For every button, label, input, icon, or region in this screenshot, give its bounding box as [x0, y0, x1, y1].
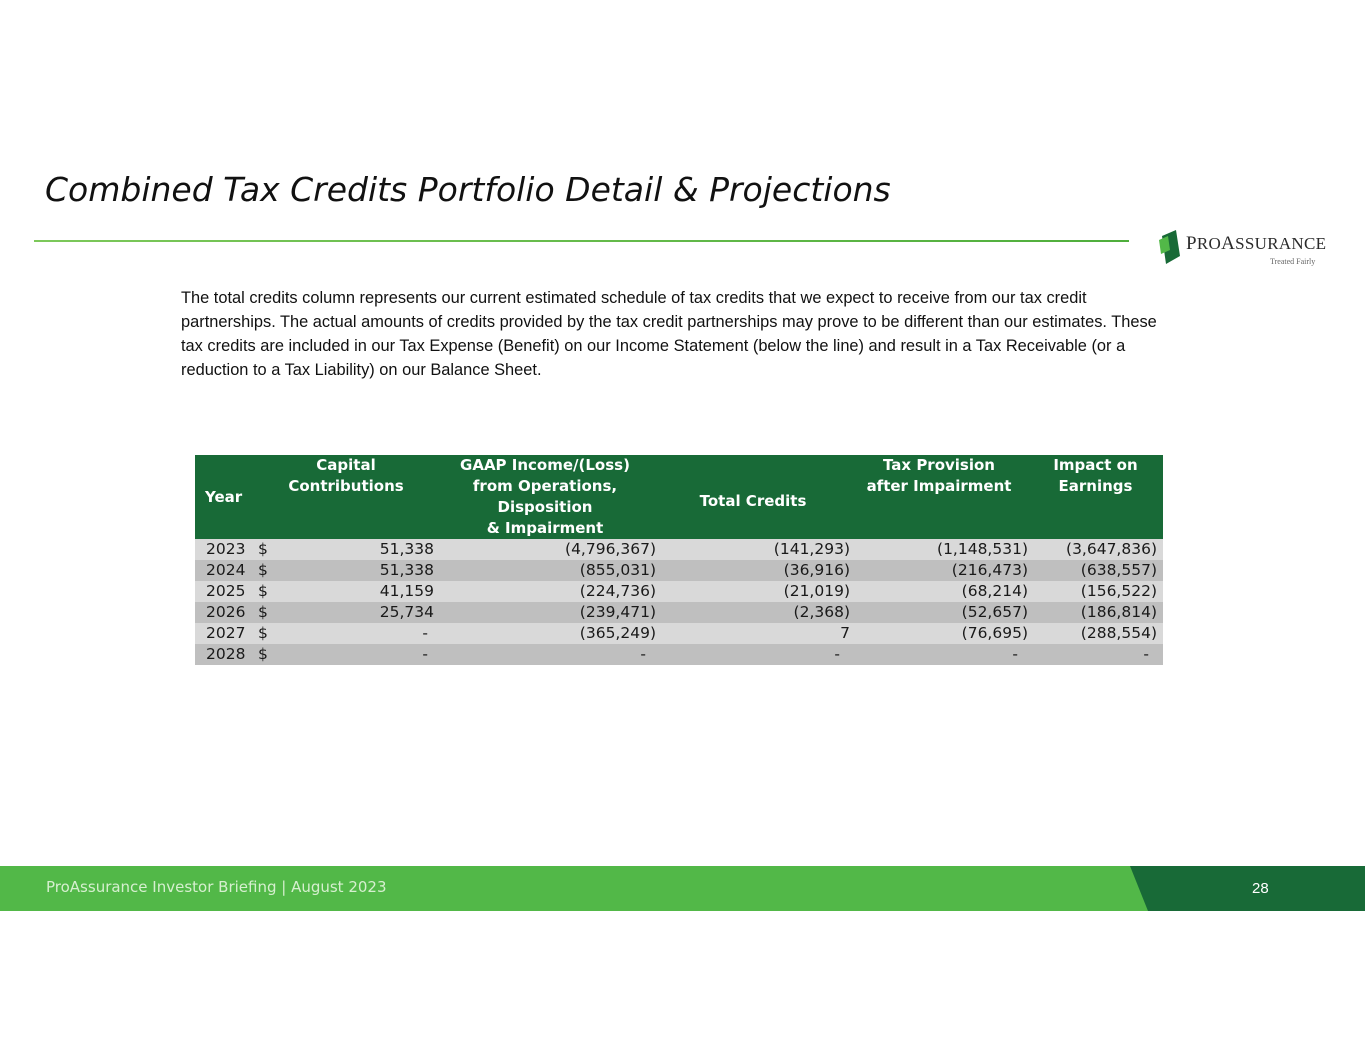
table-row — [195, 602, 1163, 623]
cell-gaap: (365,249) — [434, 623, 656, 644]
cell-capital: - — [278, 623, 434, 644]
cell-total-credits: 7 — [656, 623, 850, 644]
cell-tax-provision: (76,695) — [850, 623, 1028, 644]
logo-tagline: Treated Fairly — [1270, 257, 1316, 266]
logo-mark-icon — [1158, 230, 1182, 266]
table-row — [195, 623, 1163, 644]
cell-tax-provision: - — [850, 644, 1028, 665]
col-header-tax-provision: Tax Provision after Impairment — [850, 455, 1028, 539]
col-header-impact: Impact on Earnings — [1028, 455, 1163, 539]
cell-gaap: (4,796,367) — [434, 539, 656, 560]
page-title: Combined Tax Credits Portfolio Detail & Projections — [45, 170, 891, 209]
cell-tax-provision: (52,657) — [850, 602, 1028, 623]
cell-currency: $ — [258, 623, 278, 644]
tax-credits-table — [195, 455, 1163, 665]
page-number: 28 — [1252, 880, 1269, 897]
col-header-capital: Capital Contributions — [258, 455, 434, 539]
cell-gaap: - — [434, 644, 656, 665]
company-logo — [1158, 228, 1333, 268]
logo-wordmark: PROASSURANCE — [1186, 233, 1327, 254]
cell-total-credits: (21,019) — [656, 581, 850, 602]
cell-tax-provision: (68,214) — [850, 581, 1028, 602]
intro-paragraph: The total credits column represents our current estimated schedule of tax credits that we expect to receive from our tax credit partnerships. The actual amounts of credits provided by the tax credit partnerships may prove to be different than our estimates. These tax credits are included in our Tax Expense (Benefit) on our Income Statement (below the line) and result in a Tax Receivable (or a reduction to a Tax Liability) on our Balance Sheet. — [181, 289, 1157, 379]
cell-gaap: (855,031) — [434, 560, 656, 581]
cell-year: 2024 — [195, 560, 258, 581]
cell-impact: (156,522) — [1028, 581, 1163, 602]
cell-year: 2026 — [195, 602, 258, 623]
table-row — [195, 539, 1163, 560]
cell-currency: $ — [258, 539, 278, 560]
col-header-total-credits: Total Credits — [656, 455, 850, 539]
table-header-row — [195, 455, 1163, 539]
cell-impact: (288,554) — [1028, 623, 1163, 644]
cell-currency: $ — [258, 581, 278, 602]
col-header-year: Year — [195, 455, 258, 539]
cell-total-credits: (141,293) — [656, 539, 850, 560]
footer-page-tab — [1130, 866, 1365, 911]
cell-currency: $ — [258, 644, 278, 665]
cell-capital: 51,338 — [278, 539, 434, 560]
cell-total-credits: (36,916) — [656, 560, 850, 581]
cell-tax-provision: (216,473) — [850, 560, 1028, 581]
cell-capital: 25,734 — [278, 602, 434, 623]
col-header-gaap: GAAP Income/(Loss) from Operations, Disposition & Impairment — [434, 455, 656, 539]
cell-capital: 41,159 — [278, 581, 434, 602]
footer-caption: ProAssurance Investor Briefing | August 2023 — [46, 878, 387, 896]
cell-capital: 51,338 — [278, 560, 434, 581]
title-divider — [34, 240, 1129, 242]
cell-gaap: (224,736) — [434, 581, 656, 602]
cell-impact: (3,647,836) — [1028, 539, 1163, 560]
cell-impact: - — [1028, 644, 1163, 665]
cell-total-credits: - — [656, 644, 850, 665]
cell-capital: - — [278, 644, 434, 665]
cell-year: 2027 — [195, 623, 258, 644]
cell-tax-provision: (1,148,531) — [850, 539, 1028, 560]
table-row — [195, 581, 1163, 602]
table-row — [195, 644, 1163, 665]
cell-currency: $ — [258, 560, 278, 581]
cell-year: 2023 — [195, 539, 258, 560]
cell-impact: (186,814) — [1028, 602, 1163, 623]
table-row — [195, 560, 1163, 581]
cell-gaap: (239,471) — [434, 602, 656, 623]
cell-currency: $ — [258, 602, 278, 623]
cell-total-credits: (2,368) — [656, 602, 850, 623]
cell-year: 2025 — [195, 581, 258, 602]
cell-year: 2028 — [195, 644, 258, 665]
cell-impact: (638,557) — [1028, 560, 1163, 581]
